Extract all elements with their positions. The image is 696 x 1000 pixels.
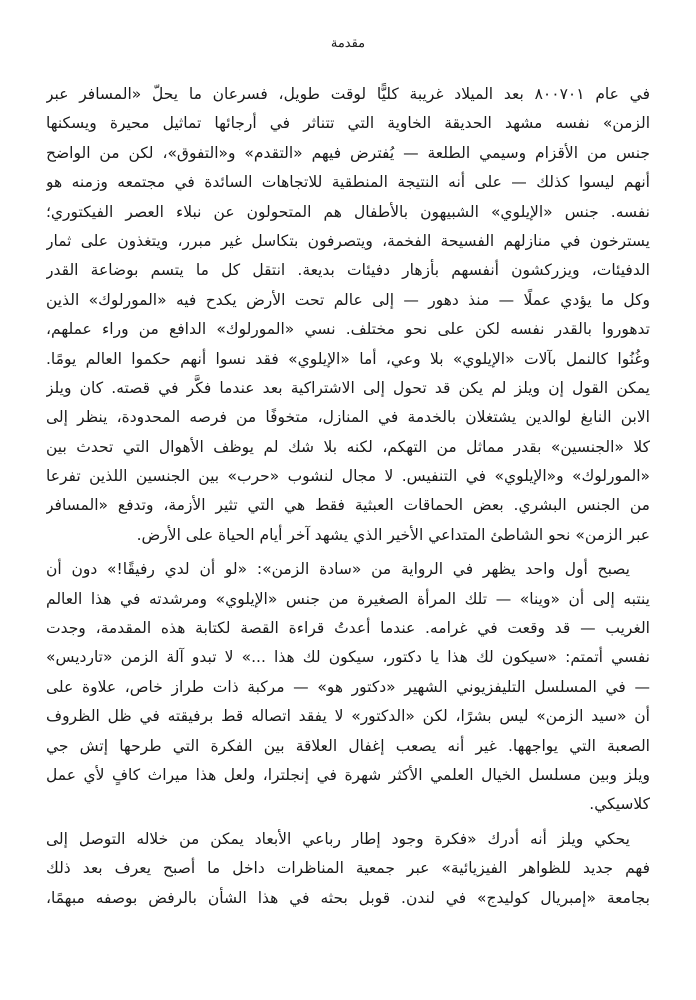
paragraph (46, 80, 650, 550)
text-line: الابن النابغ لوالدين يشتغلان بالخدمة في المنازل، متخوفًا من فرصه المحدودة، ينظر إلى (46, 408, 650, 427)
text-line: أن «سيد الزمن» ليس بشرًا، لكن «الدكتور» لا يفقد اتصاله قط برفيقته في ظل الظروف (46, 707, 650, 726)
text-line: فهم جديد للظواهر الفيزيائية» عبر جمعية المناظرات داخل ما أصبح يعرف بعد ذلك (46, 859, 650, 878)
text-line: كلا «الجنسين» بقدر مماثل من التهكم، لكنه بلا شك لم يوظف الأهوال التي تحدث بين (46, 437, 650, 456)
text-line: وغُنُوا كالنمل بآلات «الإيلوي» بلا وعي، أما «الإيلوي» فقد نسوا أنهم حكموا العالم يومًا. (46, 349, 650, 368)
text-line: تدهوروا بالقدر نفسه لكن على نحو مختلف. نسي «المورلوك» الدافع من وراء عملهم، (46, 320, 650, 339)
text-line: يحكي ويلز أنه أدرك «فكرة وجود إطار رباعي الأبعاد يمكن من خلاله التوصل إلى (46, 829, 630, 848)
text-line: كلاسيكي. (589, 795, 650, 814)
text-line: في عام ٨٠٠٧٠١ بعد الميلاد غريبة كليًّا لوقت طويل، فسرعان ما يحلّ «المسافر عبر (46, 85, 650, 103)
page-body (46, 80, 650, 913)
text-line: من الجنس البشري. بعض الحماقات العبثية فقط هي التي تثير الأزمة، وتدفع «المسافر (46, 496, 650, 515)
text-line: الغريب — قد وقعت في غرامه. عندما أعدتُ قراءة القصة لكتابة هذه المقدمة، وجدت (46, 619, 650, 638)
text-line: الدفيئات، ويزركشون أنفسهم بأزهار دفيئات بديعة. انتقل كل ما يتسم بوضاعة القدر (46, 261, 650, 280)
paragraph (46, 555, 650, 820)
text-line: عبر الزمن» نحو الشاطئ المتداعي الأخير الذي يشهد آخر أيام الحياة على الأرض. (136, 525, 650, 544)
text-line: الزمن» نفسه مشهد الحديقة الخاوية التي تتناثر في أرجائها تماثيل محيرة ويسكنها (46, 114, 650, 133)
text-line: «المورلوك» و«الإيلوي» في التنفيس. لا مجال لنشوب «حرب» بين الجنسين اللذين تفرعا (46, 467, 650, 486)
text-line: ينتبه إلى أن «وينا» — تلك المرأة الصغيرة من جنس «الإيلوي» ومرشدته في هذا العالم (46, 589, 650, 608)
text-line: نفسه. جنس «الإيلوي» الشبيهون بالأطفال هم المتحولون عن نبلاء العصر الفيكتوري؛ (46, 202, 650, 221)
text-line: ويلز وبين مسلسل الخيال العلمي الأكثر شهرة في إنجلترا، ولعل هذا ميراث كافٍ لأي عمل (46, 765, 650, 784)
text-line: وكل ما يؤدي عملًا — منذ دهور — إلى عالم تحت الأرض يكدح فيه «المورلوك» الذين (46, 290, 650, 309)
text-line: جنس من الأقزام وسيمي الطلعة — يُفترض فيهم «التقدم» و«التفوق»، لكن من الواضح (46, 143, 650, 162)
text-line: نفسي أتمتم: «سيكون لك هذا يا دكتور، سيكون لك هذا ...» لا تبدو آلة الزمن «تارديس» (46, 648, 650, 667)
paragraph (46, 825, 650, 913)
running-header: مقدمة (330, 36, 366, 51)
text-line: يسترخون في منازلهم الفسيحة الفخمة، ويتصرفون بتكاسل غير مبرر، ويتغذون على ثمار (46, 231, 650, 250)
text-line: أنهم ليسوا كذلك — على أنه النتيجة المنطقية للاتجاهات السائدة في مجتمعه وزمنه هو (46, 173, 650, 192)
text-line: الصعبة التي يواجهها. غير أنه يصعب إغفال العلاقة بين الفكرة التي طرحها إتش جي (46, 736, 650, 755)
text-line: — في المسلسل التليفزيوني الشهير «دكتور هو» — مركبة ذات طراز خاص، علاوة على (46, 677, 650, 696)
text-line: يصبح أول واحد يظهر في الرواية من «سادة الزمن»: «لو أن لدي رفيقًا!» دون أن (46, 560, 630, 579)
text-line: يمكن القول إن ويلز لم يكن قد تحول إلى الاشتراكية بعد عندما فكَّر في قصته. كان ويلز (46, 378, 650, 397)
text-line: بجامعة «إمبريال كوليدج» في لندن. قوبل بحثه في هذا الشأن بالرفض بوصفه مبهمًا، (46, 888, 650, 907)
